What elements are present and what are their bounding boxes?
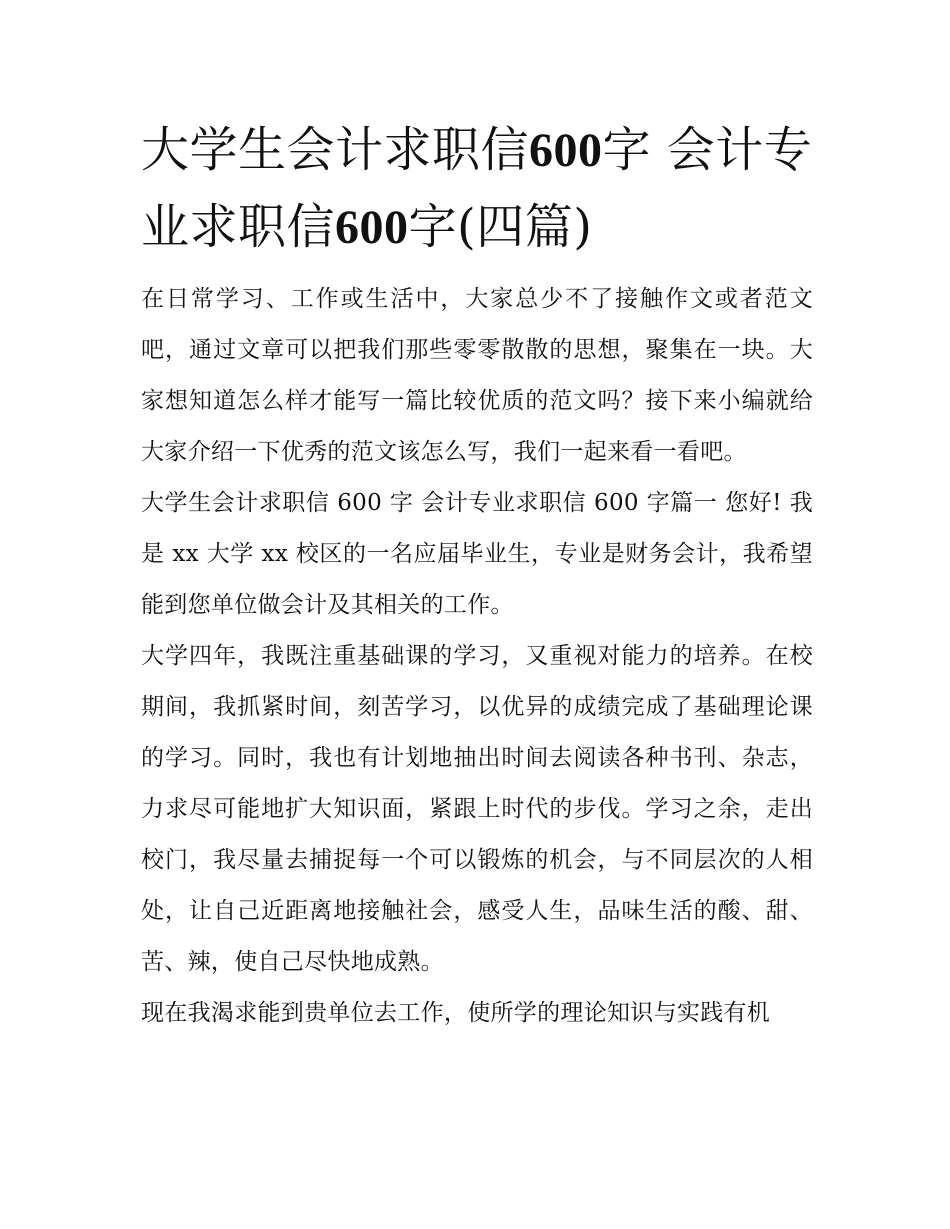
document-body <box>141 274 813 1039</box>
paragraph-study: 大学四年，我既注重基础课的学习，又重视对能力的培养。在校期间，我抓紧时间，刻苦学习，以优异的成绩完成了基础理论课的学习。同时，我也有计划地抽出时间去阅读各种书刊、杂志，力求尽可能地扩大知识面，紧跟上时代的步伐。学习之余，走出校门，我尽量去捕捉每一个可以锻炼的机会，与不同层次的人相处，让自己近距离地接触社会，感受人生，品味生活的酸、甜、苦、辣，使自己尽快地成熟。 <box>141 643 813 975</box>
document-content <box>141 112 813 1039</box>
title-text-3: 字(四篇) <box>408 199 593 255</box>
paragraph-intro: 在日常学习、工作或生活中，大家总少不了接触作文或者范文吧，通过文章可以把我们那些零零散散的思想，聚集在一块。大家想知道怎么样才能写一篇比较优质的范文吗？接下来小编就给大家介绍一下优秀的范文该怎么写，我们一起来看一看吧。 <box>141 286 813 465</box>
title-number-1: 600 <box>529 124 603 177</box>
title-number-2: 600 <box>335 201 409 254</box>
document-title <box>141 112 813 266</box>
title-text-1: 大学生会计求职信 <box>141 122 530 178</box>
title-text-2: 字 会计专业求职信 <box>141 122 813 255</box>
paragraph-aspiration: 现在我渴求能到贵单位去工作，使所学的理论知识与实践有机 <box>141 1000 771 1026</box>
paragraph-letter-opening: 大学生会计求职信 600 字 会计专业求职信 600 字篇一 您好! 我是 xx 大学 xx 校区的一名应届毕业生，专业是财务会计，我希望能到您单位做会计及其相关的工作。 <box>141 490 813 618</box>
